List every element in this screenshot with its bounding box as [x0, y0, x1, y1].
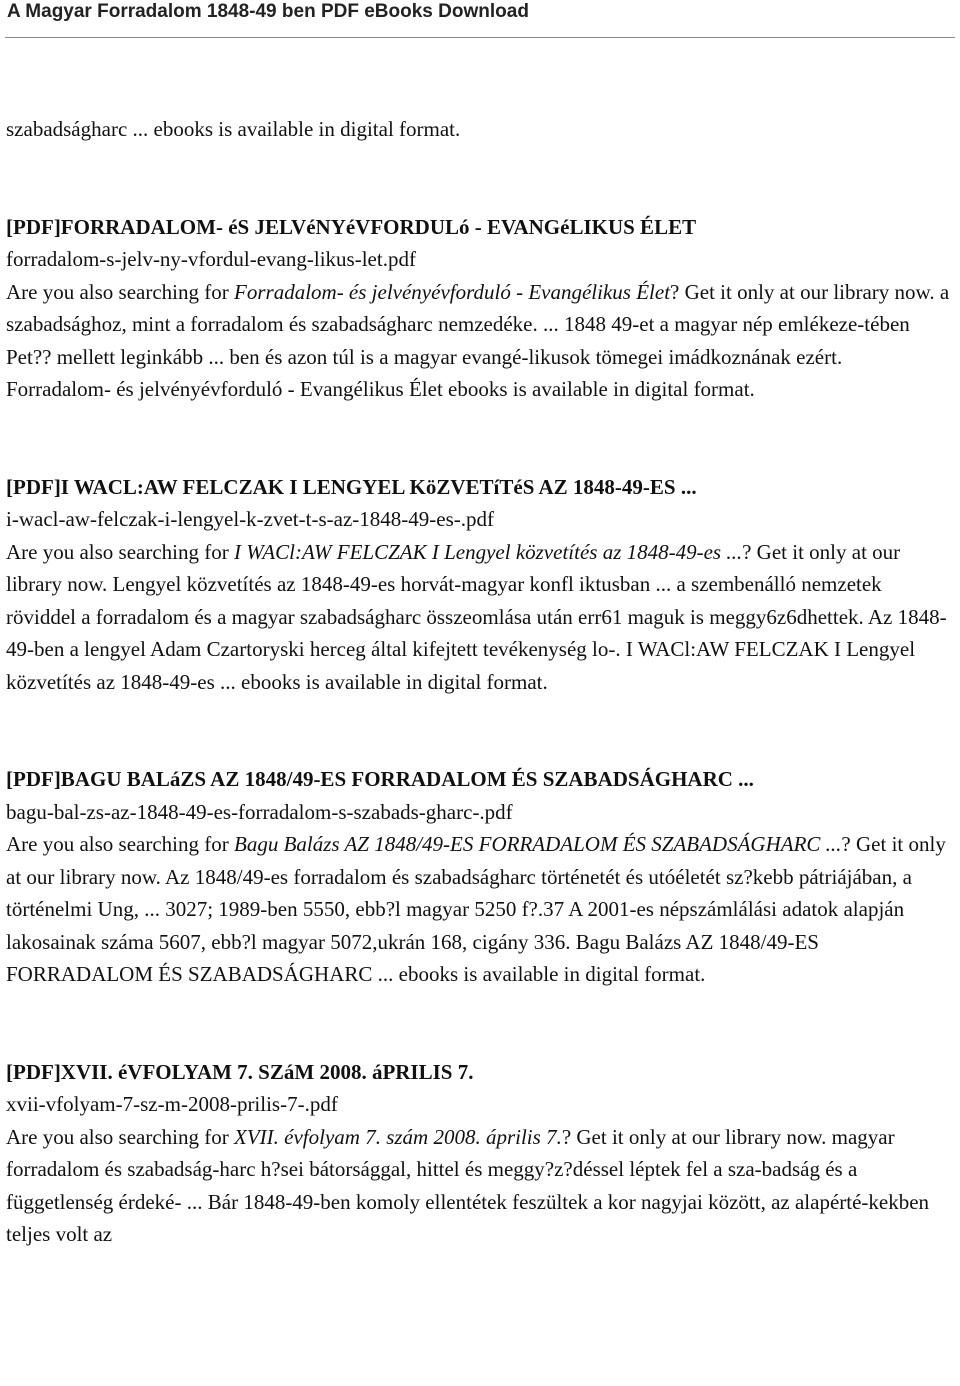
result-title-link[interactable]: [PDF]I WACL:AW FELCZAK I LENGYEL KöZVETíTéS AZ 1848-49-ES ... — [6, 474, 697, 499]
result-entry-1 — [6, 211, 952, 406]
result-filename: xvii-vfolyam-7-sz-m-2008-prilis-7-.pdf — [6, 1092, 338, 1116]
result-filename: i-wacl-aw-felczak-i-lengyel-k-zvet-t-s-az-1848-49-es-.pdf — [6, 507, 494, 531]
desc-body: ? Get it only at our library now. Lengyel közvetítés az 1848-49-es horvát-magyar konfl iktusban ... a szembenálló nemzetek röviddel a forradalom és a magyar szabadságharc összeomlása után err61 maguk is meggy6z6dhettek. Az 1848-49-ben a lengyel Adam Czartoryski herceg által kifejtett tevékenység lo-. I WACl:AW FELCZAK I Lengyel közvetítés az 1848-49-es ... ebooks is available in digital format. — [6, 539, 947, 694]
intro-tail-text: szabadságharc ... ebooks is available in digital format. — [6, 117, 461, 141]
result-description — [6, 1121, 952, 1251]
result-description — [6, 828, 952, 991]
result-title-link[interactable]: [PDF]BAGU BALáZS AZ 1848/49-ES FORRADALOM ÉS SZABADSÁGHARC ... — [6, 767, 754, 791]
result-filename: bagu-bal-zs-az-1848-49-es-forradalom-s-szabads-gharc-.pdf — [6, 799, 513, 824]
result-entry-3 — [6, 763, 952, 991]
desc-body: ? Get it only at our library now. Az 1848/49-es forradalom és szabadságharc történetét és utóéletét sz?kebb pátriájában, a történelmi Ung, ... 3027; 1989-ben 5550, ebb?l magyar 5250 f?.37 A 2001-es népszámlálási adatok alapján lakosainak száma 5607, ebb?l magyar 5072,ukrán 168, cigány 336. Bagu Balázs AZ 1848/49-ES FORRADALOM ÉS SZABADSÁGHARC ... ebooks is available in digital format. — [6, 832, 946, 986]
result-entry-2 — [6, 471, 952, 699]
desc-italic-title: Bagu Balázs AZ 1848/49-ES FORRADALOM ÉS SZABADSÁGHARC ... — [234, 832, 842, 856]
results-list — [0, 113, 960, 1251]
result-filename: forradalom-s-jelv-ny-vfordul-evang-likus-let.pdf — [6, 247, 416, 271]
desc-body: ? Get it only at our library now. magyar forradalom és szabadság-harc h?sei bátorsággal, hittel és meggy?z?déssel léptek fel a sza-badság és a függetlenség érdeké- ... Bár 1848-49-ben komoly ellentétek feszültek a kor nagyjai között, az alapérté-kekben teljes volt az — [6, 1124, 930, 1246]
desc-italic-title: XVII. évfolyam 7. szám 2008. április 7. — [234, 1124, 562, 1149]
result-title-link[interactable]: [PDF]FORRADALOM- éS JELVéNYéVFORDULó - EVANGéLIKUS ÉLET — [6, 214, 697, 239]
result-entry-4 — [6, 1056, 952, 1251]
result-description — [6, 276, 952, 406]
desc-italic-title: Forradalom- és jelvényévforduló - Evangélikus Élet — [234, 279, 671, 304]
desc-italic-title: I WACl:AW FELCZAK I Lengyel közvetítés az 1848-49-es ... — [234, 539, 743, 564]
desc-prefix: Are you also searching for — [6, 832, 235, 856]
desc-prefix: Are you also searching for — [6, 539, 235, 564]
desc-body: ? Get it only at our library now. a szabadsághoz, mint a forradalom és szabadságharc nemzedéke. ... 1848 49-et a magyar nép emlékeze-tében Pet?? mellett leginkább ... ben és azon túl is a magyar evangé-likusok tömegei imádkoznának ezért. Forradalom- és jelvényévforduló - Evangélikus Élet ebooks is available in digital format. — [6, 279, 950, 401]
desc-prefix: Are you also searching for — [6, 279, 235, 304]
desc-prefix: Are you also searching for — [6, 1124, 235, 1149]
page-header — [0, 0, 960, 27]
result-title-link[interactable]: [PDF]XVII. éVFOLYAM 7. SZáM 2008. áPRILIS 7. — [6, 1059, 474, 1084]
page-header-title: A Magyar Forradalom 1848-49 ben PDF eBooks Download — [7, 1, 529, 22]
header-divider — [5, 37, 955, 38]
result-description — [6, 536, 952, 699]
